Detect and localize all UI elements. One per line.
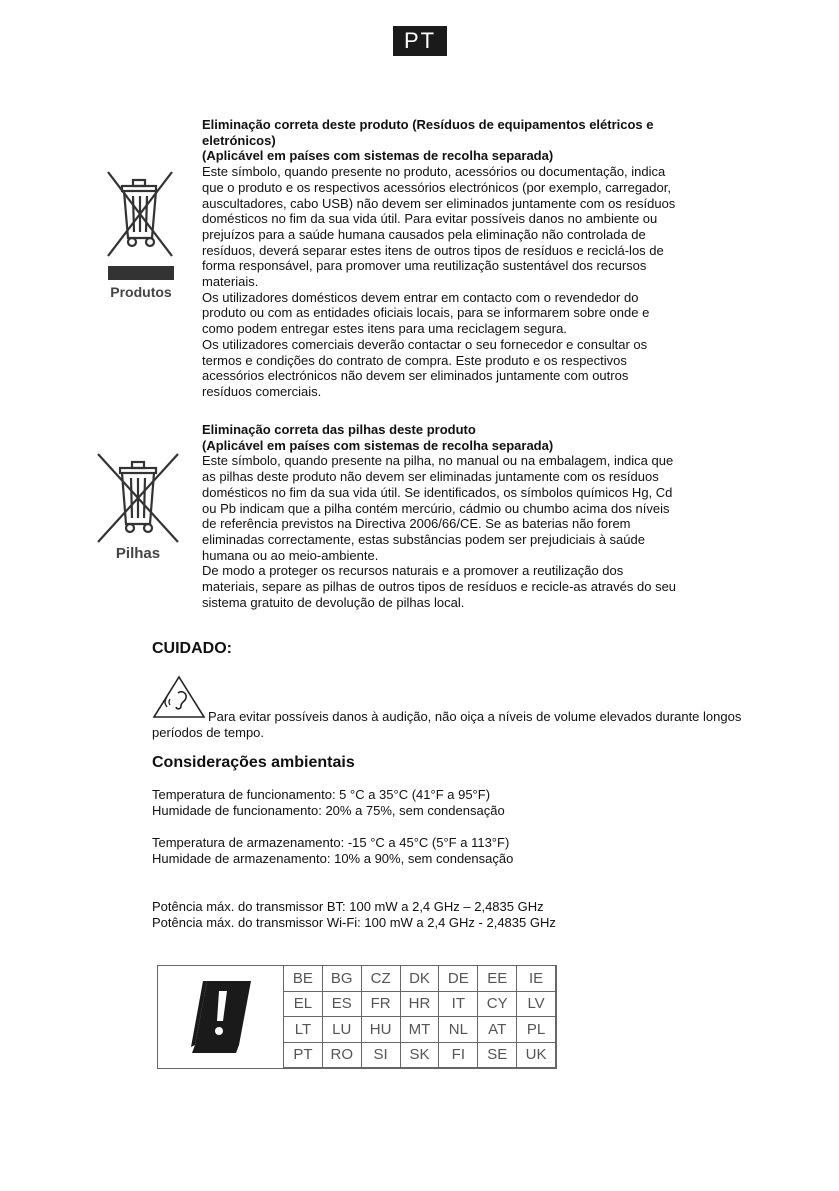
warning-book-icon xyxy=(181,975,261,1059)
text-line: domésticos no fim da sua vida útil. Se identificados, os símbolos químicos Hg, Cd xyxy=(202,484,673,500)
country-code: IE xyxy=(517,966,556,992)
text-line: ou Pb indicam que a pilha contém mercúrio, cádmio ou chumbo acima dos níveis xyxy=(202,500,670,516)
text-line: resíduos, deverá separar estes itens de outros tipos de resíduos e reciclá-los de xyxy=(202,242,664,258)
country-code: EE xyxy=(478,966,517,992)
country-code: FI xyxy=(439,1043,478,1069)
batteries-subtitle: (Aplicável em países com sistemas de recolha separada) xyxy=(202,437,554,453)
solid-bar xyxy=(108,266,174,280)
text-line: que o produto e os respectivos acessórios electrónicos (por exemplo, carregador, xyxy=(202,179,671,195)
text-line: as pilhas deste produto não devem ser eliminadas juntamente com os resíduos xyxy=(202,469,659,485)
text-line: humana ou ao meio-ambiente. xyxy=(202,547,379,563)
country-code: PL xyxy=(517,1017,556,1043)
country-code: MT xyxy=(401,1017,440,1043)
crossed-bin-icon xyxy=(100,166,180,262)
text-line: produto ou com as entidades oficiais locais, para se informarem sobre onde e xyxy=(202,305,650,321)
products-title-cont: eletrónicos) xyxy=(202,132,276,148)
book-cell xyxy=(158,966,283,1068)
country-code: NL xyxy=(439,1017,478,1043)
text-line: Os utilizadores domésticos devem entrar em contacto com o revendedor do xyxy=(202,289,639,305)
products-label: Produtos xyxy=(110,284,172,300)
country-codes xyxy=(283,966,556,1068)
country-code: BG xyxy=(323,966,362,992)
country-code: LV xyxy=(517,992,556,1018)
text-line: Os utilizadores comerciais deverão contactar o seu fornecedor e consultar os xyxy=(202,336,648,352)
country-code: HU xyxy=(362,1017,401,1043)
bt-power: Potência máx. do transmissor BT: 100 mW a 2,4 GHz – 2,4835 GHz xyxy=(152,899,544,914)
country-code: FR xyxy=(362,992,401,1018)
text-line: Este símbolo, quando presente no produto, acessórios ou documentação, indica xyxy=(202,164,666,180)
country-code: LU xyxy=(323,1017,362,1043)
environment-heading: Considerações ambientais xyxy=(152,754,355,771)
text-line: eliminadas correctamente, estas substâncias podem ser prejudiciais à saúde xyxy=(202,531,645,547)
operating-temperature: Temperatura de funcionamento: 5 °C a 35°C (41°F a 95°F) xyxy=(152,787,491,802)
text-line: auscultadores, cabo USB) não devem ser eliminados juntamente com os resíduos xyxy=(202,195,676,211)
batteries-title: Eliminação correta das pilhas deste produto xyxy=(202,422,476,437)
text-line: forma responsável, para promover uma reutilização sustentável dos recursos xyxy=(202,258,647,274)
country-code: BE xyxy=(284,966,323,992)
country-code: CZ xyxy=(362,966,401,992)
country-code: UK xyxy=(517,1043,556,1069)
wifi-power: Potência máx. do transmissor Wi-Fi: 100 mW a 2,4 GHz - 2,4835 GHz xyxy=(152,915,556,930)
batteries-section xyxy=(202,422,722,610)
country-code: LT xyxy=(284,1017,323,1043)
country-code: EL xyxy=(284,992,323,1018)
country-code: SE xyxy=(478,1043,517,1069)
text-line: De modo a proteger os recursos naturais e a promover a reutilização dos xyxy=(202,563,624,579)
text-line: como podem entregar estes itens para uma reciclagem segura. xyxy=(202,321,567,337)
country-code: DK xyxy=(401,966,440,992)
products-title: Eliminação correta deste produto (Resíduos de equipamentos elétricos e xyxy=(202,117,654,132)
batteries-label: Pilhas xyxy=(115,545,161,562)
caution-text: Para evitar possíveis danos à audição, não oiça a níveis de volume elevados durante longos períodos de tempo. xyxy=(152,709,742,740)
caution-heading: CUIDADO: xyxy=(152,640,232,657)
products-subtitle: (Aplicável em países com sistemas de recolha separada) xyxy=(202,148,554,164)
text-line: prejuízos para a saúde humana causados pela eliminação não controlada de xyxy=(202,226,646,242)
text-line: materiais. xyxy=(202,274,259,290)
storage-temperature: Temperatura de armazenamento: -15 °C a 45°C (5°F a 113°F) xyxy=(152,835,510,850)
country-code: HR xyxy=(401,992,440,1018)
text-line: domésticos no fim da sua vida útil. Para evitar possíveis danos no ambiente ou xyxy=(202,211,658,227)
text-line: acessórios electrónicos não devem ser eliminados juntamente com outros xyxy=(202,368,629,384)
text-line: sistema gratuito de devolução de pilhas local. xyxy=(202,594,465,610)
crossed-bin-icon xyxy=(94,450,182,546)
operating-humidity: Humidade de funcionamento: 20% a 75%, sem condensação xyxy=(152,803,505,818)
text-line: resíduos comerciais. xyxy=(202,383,322,399)
country-code: DE xyxy=(439,966,478,992)
text-line: de referência previstos na Directiva 2006/66/CE. Se as baterias não forem xyxy=(202,516,631,532)
country-restriction-table xyxy=(157,965,557,1069)
country-code: IT xyxy=(439,992,478,1018)
country-code: AT xyxy=(478,1017,517,1043)
country-code: PT xyxy=(284,1043,323,1069)
products-section xyxy=(202,117,722,400)
country-code: CY xyxy=(478,992,517,1018)
text-line: termos e condições do contrato de compra. Este produto e os respectivos xyxy=(202,352,627,368)
text-line: Este símbolo, quando presente na pilha, no manual ou na embalagem, indica que xyxy=(202,453,674,469)
country-code: SK xyxy=(401,1043,440,1069)
country-code: SI xyxy=(362,1043,401,1069)
country-code: ES xyxy=(323,992,362,1018)
storage-humidity: Humidade de armazenamento: 10% a 90%, sem condensação xyxy=(152,851,514,866)
text-line: materiais, separe as pilhas de outros tipos de resíduos e recicle-as através do seu xyxy=(202,579,677,595)
language-badge: PT xyxy=(393,26,447,56)
country-code: RO xyxy=(323,1043,362,1069)
